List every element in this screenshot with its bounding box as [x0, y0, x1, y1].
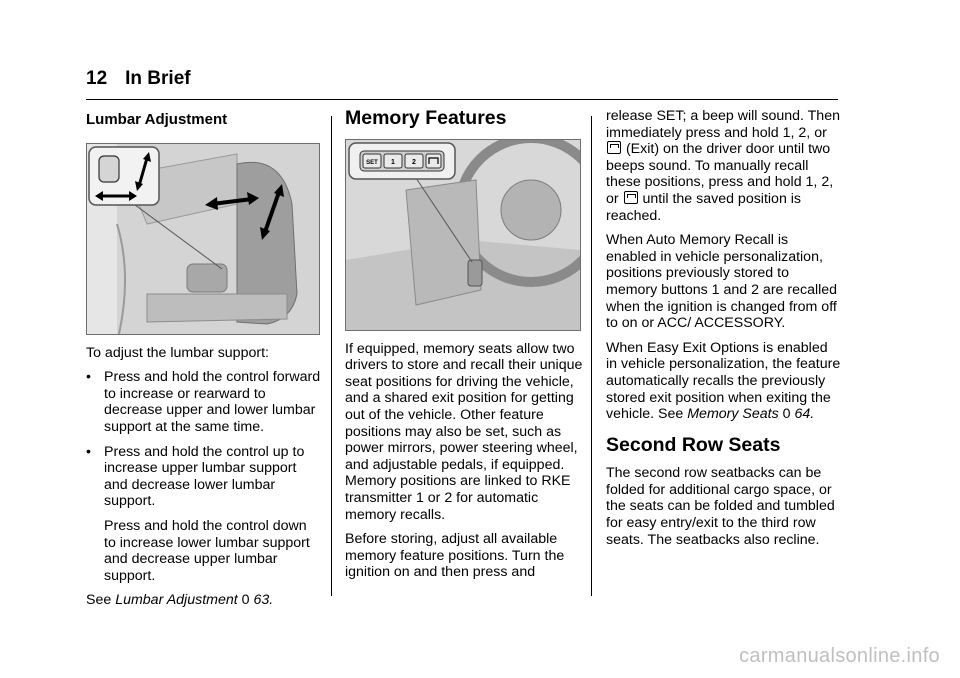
memory-seats-xref-link[interactable]: Memory Seats — [687, 406, 779, 423]
memory-buttons-illustration — [345, 139, 581, 331]
memory-heading: Memory Features — [345, 107, 507, 129]
section-title: In Brief — [125, 68, 191, 89]
second-row-paragraph: The second row seatbacks can be folded for additional cargo space, or the seats can be folded and tumbled for easy entry/exit to the third row seats. The seatbacks also recline. — [606, 465, 835, 548]
memory-1-button-label: 1 — [391, 158, 395, 166]
bullet-marker: • — [86, 443, 91, 460]
column-divider — [331, 116, 332, 596]
memory-paragraph-3: release SET; a beep will sound. Then immediately press and hold 1, 2, or (Exit) on the driver door until two beeps sound. To manually recall these positions, press and hold 1, 2, or until the saved position is reached. — [606, 108, 840, 224]
set-button-label: SET — [366, 159, 378, 166]
exit-button-icon — [607, 141, 621, 154]
bullet-continuation: Press and hold the control down to increase lower lumbar support and decrease upper lumbar support. — [104, 517, 310, 584]
memory-2-button-label: 2 — [412, 158, 416, 166]
memory-paragraph-2: Before storing, adjust all available memory feature positions. Turn the ignition on and then press and — [345, 531, 565, 581]
page-symbol: 0 — [241, 592, 250, 609]
exit-button-icon — [624, 191, 638, 204]
watermark: carmanualsonline.info — [739, 645, 940, 667]
bullet-marker: • — [86, 369, 91, 386]
page-number: 12 — [86, 68, 108, 89]
second-row-heading: Second Row Seats — [606, 433, 781, 456]
memory-seats-xref-page[interactable]: 64 — [794, 406, 811, 423]
page-header — [86, 68, 191, 90]
list-item: • Press and hold the control forward to increase or rearward to decrease upper and lower lumbar support at the same time. — [86, 369, 321, 435]
column-memory — [345, 108, 583, 589]
column-memory-continued — [606, 108, 842, 556]
column-divider — [591, 116, 592, 596]
lumbar-xref-page[interactable]: 63 — [253, 592, 270, 609]
header-rule — [86, 99, 838, 100]
page-symbol: 0 — [782, 406, 791, 423]
lumbar-heading: Lumbar Adjustment — [86, 111, 228, 128]
list-item: • Press and hold the control up to increase upper lumbar support and decrease lower lumbar support. — [86, 443, 305, 510]
lumbar-see-ref: See Lumbar Adjustment 0 63. — [86, 592, 274, 609]
auto-memory-paragraph: When Auto Memory Recall is enabled in vehicle personalization, positions previously stored to memory buttons 1 and 2 are recalled when the ignition is changed from off to on or ACC/ ACCESSORY. — [606, 232, 838, 332]
column-lumbar — [86, 108, 322, 617]
lumbar-xref-link[interactable]: Lumbar Adjustment — [115, 592, 238, 609]
lumbar-intro: To adjust the lumbar support: — [86, 344, 269, 361]
memory-paragraph-1: If equipped, memory seats allow two drivers to store and recall their unique seat positions for driving the vehicle, and a shared exit position for getting out of the vehicle. Other feature positions may also be set, such as power mirrors, power steering wheel, and adjustable pedals, if equipped. Memory positions are linked to RKE transmitter 1 or 2 for automatic memory recalls. — [345, 340, 583, 523]
lumbar-control-illustration — [86, 143, 320, 335]
easy-exit-paragraph: When Easy Exit Options is enabled in vehicle personalization, the feature automatically recalls the previously stored exit position when exiting the vehicle. See Memory Seats 0 64. — [606, 339, 841, 423]
